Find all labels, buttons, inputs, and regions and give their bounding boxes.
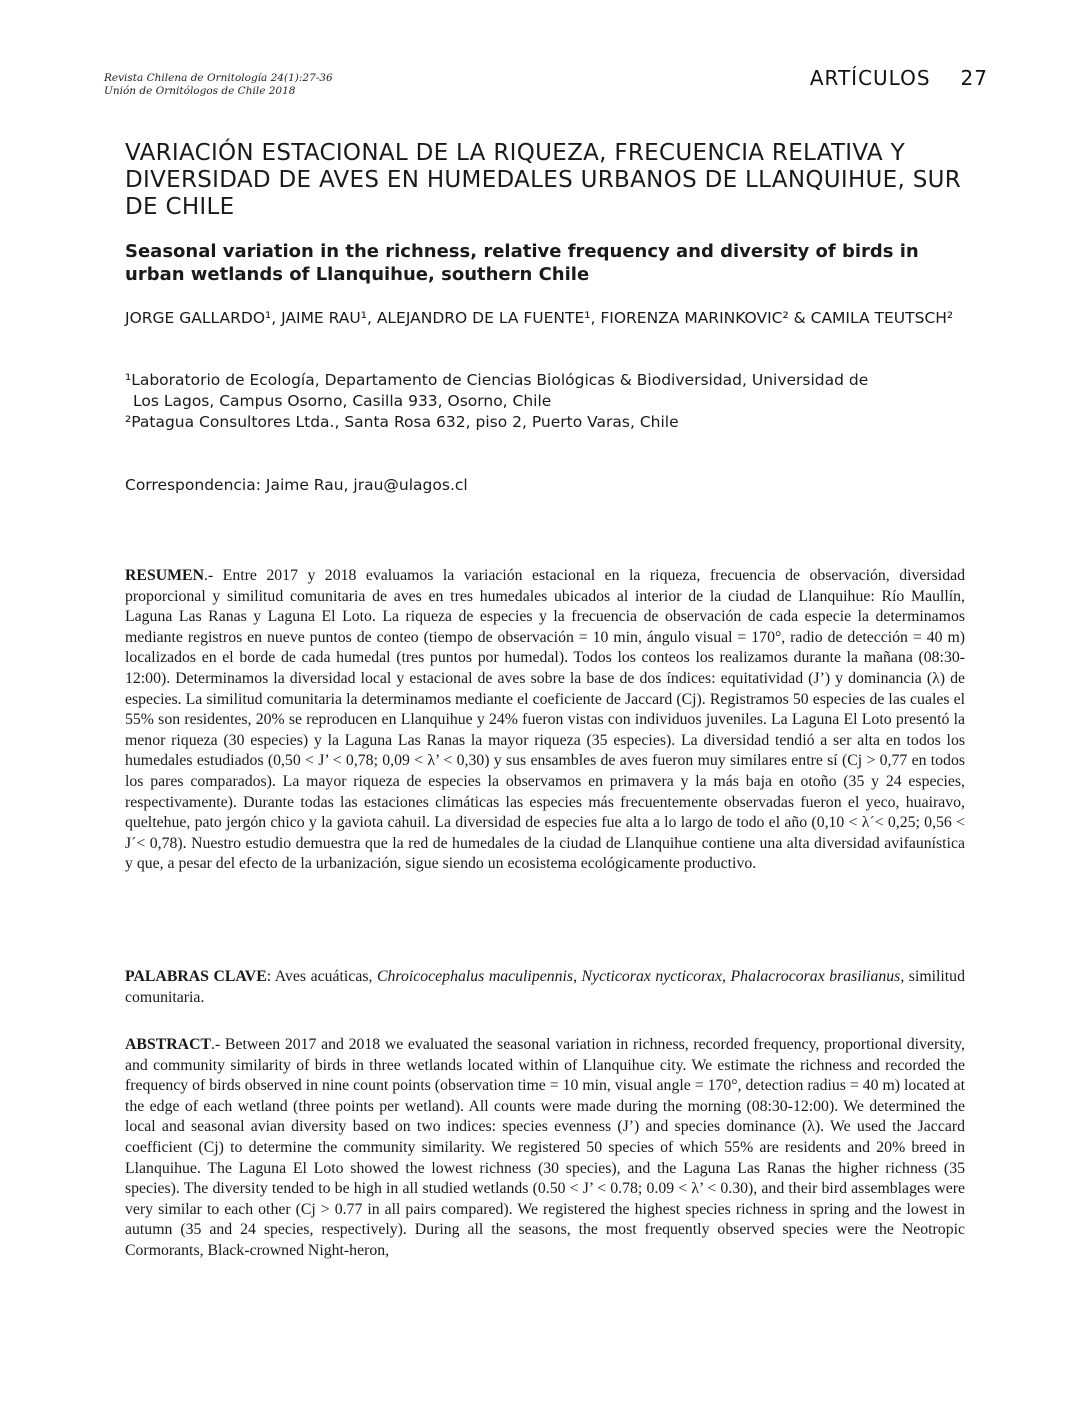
resumen-text: .- Entre 2017 y 2018 evaluamos la variación estacional en la riqueza, frecuencia de observación, diversidad proporcional y similitud comunitaria de aves en tres humedales ubicados al interior de la ciudad de Llanquihue: Río Maullín, Laguna Las Ranas y Laguna El Loto. La riqueza de especies y la frecuencia de observación de cada especie la determinamos mediante registros en nueve puntos de conteo (tiempo de observación = 10 min, ángulo visual = 170°, radio de detección = 40 m) localizados en el borde de cada humedal (tres puntos por humedal). Todos los conteos los realizamos durante la mañana (08:30-12:00). Determinamos la diversidad local y estacional de aves sobre la base de dos índices: equitatividad (J’) y dominancia (λ) de especies. La similitud comunitaria la determinamos mediante el coeficiente de Jaccard (Cj). Registramos 50 especies de las cuales el 55% son residentes, 20% se reproducen en Llanquihue y 24% fueron vistas con individuos juveniles. La Laguna El Loto presentó la menor riqueza (30 especies) y la Laguna Las Ranas la mayor riqueza (35 especies). La diversidad tendió a ser alta en todos los humedales estudiados (0,50 < J’ < 0,78; 0,09 < λ’ < 0,30) y sus ensambles de aves fueron muy similares entre sí (Cj > 0,77 en todos los pares comparados). La mayor riqueza de especies la observamos en primavera y la más baja en otoño (35 y 24 especies, respectivamente). Durante todas las estaciones climáticas las especies más frecuentemente observadas fueron el yeco, huairavo, queltehue, pato jergón chico y la gaviota cahuil. La diversidad de especies fue alta a lo largo de todo el año (0,10 < λ´< 0,25; 0,56 < J´< 0,78). Nuestro estudio demuestra que la red de humedales de la ciudad de Llanquihue contiene una alta diversidad avifaunística y que, a pesar del efecto de la urbanización, sigue siendo un ecosistema ecológicamente productivo. <box>125 567 965 873</box>
keyword-species-2: Nycticorax nycticorax <box>581 968 723 985</box>
keywords-text-2: , <box>573 968 582 985</box>
abstract-text: .- Between 2017 and 2018 we evaluated the seasonal variation in richness, recorded frequency, proportional diversity, and community similarity of birds in three wetlands located within of Llanquihue city. We estimate the richness and recorded the frequency of birds observed in nine count points (observation time = 10 min, visual angle = 170°, detection radius = 40 m) located at the edge of each wetland (three points per wetland). All counts were made during the morning (08:30-12:00). We determined the local and seasonal avian diversity based on two indices: species evenness (J’) and species dominance (λ). We used the Jaccard coefficient (Cj) to determine the community similarity. We registered 50 species of which 55% are residents and 20% breed in Llanquihue. The Laguna El Loto showed the lowest richness (30 species), and the Laguna Las Ranas the higher richness (35 species). The diversity tended to be high in all studied wetlands (0.50 < J’ < 0.78; 0.09 < λ’ < 0.30), and their bird assemblages were very similar to each other (Cj > 0.77 in all pairs compared). We registered the highest species richness in spring and the lowest in autumn (35 and 24 species, respectively). During all the seasons, the most frequently observed species were the Neotropic Cormorants, Black-crowned Night-heron, <box>125 1036 965 1259</box>
section-header <box>810 66 988 90</box>
affiliation-1-line-2: Los Lagos, Campus Osorno, Casilla 933, Osorno, Chile <box>133 392 552 410</box>
affiliation-1-line-1: ¹Laboratorio de Ecología, Departamento de Ciencias Biológicas & Biodiversidad, Universidad de <box>125 371 869 389</box>
resumen-label: RESUMEN <box>125 567 204 584</box>
affiliation-2: ²Patagua Consultores Ltda., Santa Rosa 632, piso 2, Puerto Varas, Chile <box>125 413 679 431</box>
page-number: 27 <box>960 66 988 90</box>
keyword-species-3: Phalacrocorax brasilianus <box>730 968 901 985</box>
title-english: Seasonal variation in the richness, relative frequency and diversity of birds in urban wetlands of Llanquihue, southern Chile <box>125 241 919 285</box>
affiliations <box>125 370 970 433</box>
keywords-text-4: , similitud comunitaria. <box>125 968 965 1006</box>
keywords-label: PALABRAS CLAVE <box>125 968 267 985</box>
keyword-species-1: Chroicocephalus maculipennis <box>376 968 574 985</box>
keywords-paragraph <box>125 967 965 1008</box>
journal-citation <box>104 72 333 98</box>
abstract-paragraph <box>125 1035 965 1262</box>
resumen-paragraph <box>125 566 965 875</box>
section-label: ARTÍCULOS <box>809 66 931 90</box>
title-spanish: VARIACIÓN ESTACIONAL DE LA RIQUEZA, FRECUENCIA RELATIVA Y DIVERSIDAD DE AVES EN HUMEDALES URBANOS DE LLANQUIHUE, SUR DE CHILE <box>125 140 962 220</box>
journal-line-2: Unión de Ornitólogos de Chile 2018 <box>104 85 296 97</box>
abstract-label: ABSTRACT <box>125 1036 212 1053</box>
journal-line-1: Revista Chilena de Ornitología 24(1):27-36 <box>104 72 333 84</box>
keywords-text-1: : Aves acuáticas, <box>266 968 377 985</box>
keywords-text-3: , <box>722 968 731 985</box>
correspondence: Correspondencia: Jaime Rau, jrau@ulagos.cl <box>125 476 468 494</box>
author-list: JORGE GALLARDO¹, JAIME RAU¹, ALEJANDRO DE LA FUENTE¹, FIORENZA MARINKOVIC² & CAMILA TEUTSCH² <box>125 309 954 327</box>
